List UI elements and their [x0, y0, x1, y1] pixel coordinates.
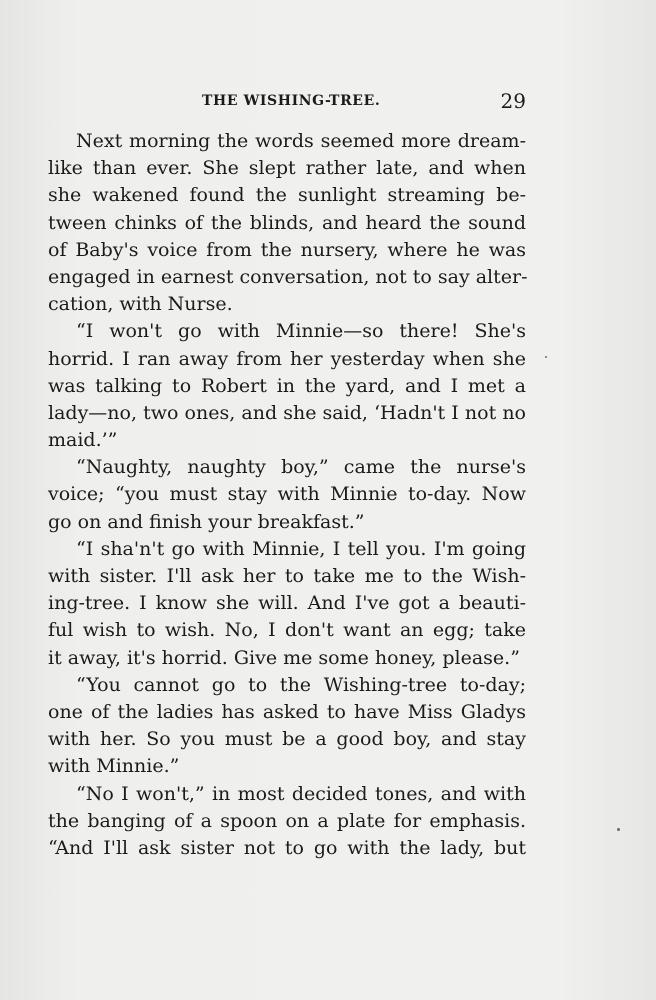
text-line: “Naughty, naughty boy,” came the nurse's: [76, 456, 526, 479]
text-line: with sister. I'll ask her to take me to the Wish-: [48, 565, 526, 587]
text-line: like than ever. She slept rather late, and when: [48, 157, 526, 180]
text-line: engaged in earnest conversation, not to say alter-: [48, 265, 528, 288]
text-line: lady—no, two ones, and she said, ‘Hadn't I not no: [48, 401, 526, 424]
paper-speck: [545, 356, 547, 358]
text-line: was talking to Robert in the yard, and I met a: [48, 374, 526, 397]
text-line: horrid. I ran away from her yesterday when she: [48, 347, 526, 370]
text-line: tween chinks of the blinds, and heard the sound: [48, 211, 526, 234]
page-header: [48, 89, 526, 113]
text-line: with Minnie.”: [48, 755, 180, 778]
text-line: “I sha'n't go with Minnie, I tell you. I'm going: [76, 537, 526, 560]
text-line: maid.’”: [48, 429, 118, 452]
paper-speck: [617, 828, 620, 831]
text-line: “No I won't,” in most decided tones, and with: [76, 782, 526, 805]
text-line: voice; “you must stay with Minnie to-day. Now: [48, 483, 526, 506]
text-line: ful wish to wish. No, I don't want an egg; take: [48, 619, 526, 642]
text-line: one of the ladies has asked to have Miss Gladys: [48, 700, 526, 723]
text-line: “You cannot go to the Wishing-tree to-day;: [76, 673, 526, 696]
body-text: [48, 128, 526, 862]
running-title: THE WISHING-TREE.: [202, 93, 381, 109]
text-line: Next morning the words seemed more dream-: [76, 130, 526, 152]
text-line: “I won't go with Minnie—so there! She's: [76, 320, 526, 343]
text-line: she wakened found the sunlight streaming be-: [48, 184, 526, 207]
text-line: it away, it's horrid. Give me some honey, please.”: [48, 646, 520, 669]
text-line: with her. So you must be a good boy, and stay: [48, 728, 526, 751]
text-line: of Baby's voice from the nursery, where he was: [48, 238, 526, 261]
text-line: cation, with Nurse.: [48, 293, 233, 316]
page-number: 29: [500, 89, 526, 113]
text-line: the banging of a spoon on a plate for emphasis.: [48, 809, 526, 832]
text-line: “And I'll ask sister not to go with the lady, but: [48, 836, 526, 859]
text-line: go on and finish your breakfast.”: [48, 510, 365, 533]
text-line: ing-tree. I know she will. And I've got a beauti-: [48, 592, 526, 615]
